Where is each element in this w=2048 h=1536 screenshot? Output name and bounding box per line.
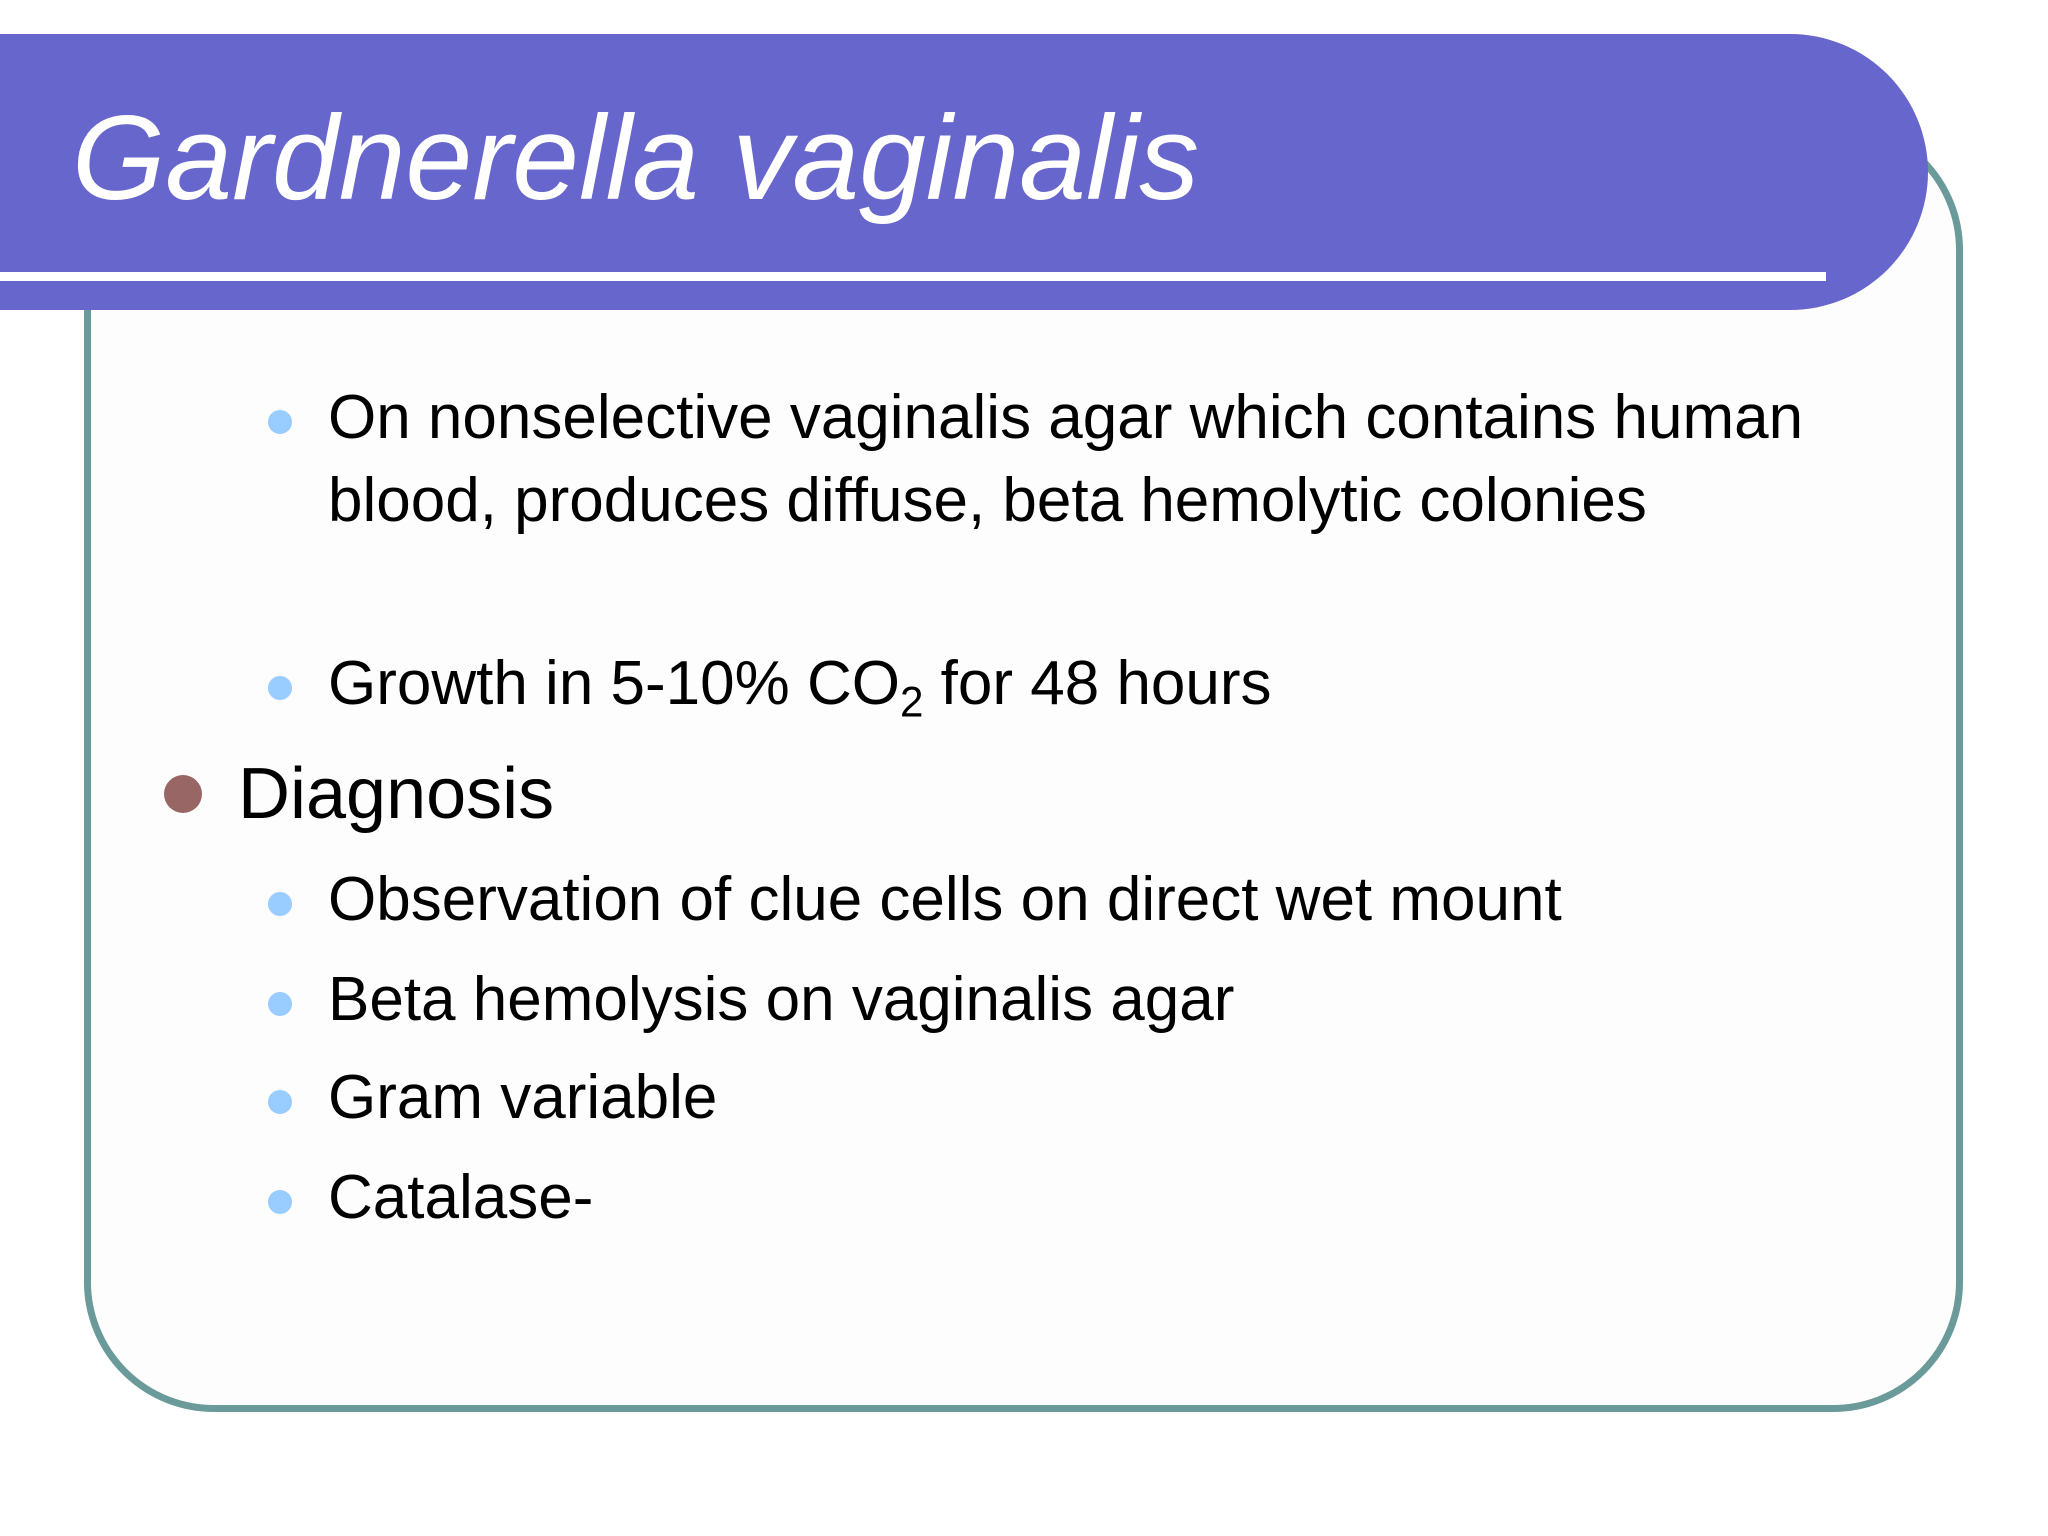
bullet-item-gram: Gram variable <box>328 1063 718 1132</box>
bullet-dot-icon <box>268 992 292 1016</box>
bullet-dot-icon <box>268 676 292 700</box>
bullet-dot-icon <box>268 892 292 916</box>
growth-text-before: Growth in 5-10% CO <box>328 649 900 718</box>
bullet-dot-icon <box>164 775 202 813</box>
bullet-item-agar: On nonselective vaginalis agar which contains human blood, produces diffuse, beta hemolytic colonies <box>328 383 1804 535</box>
bullet-dot-icon <box>268 1190 292 1214</box>
bullet-item-growth <box>328 642 1808 725</box>
bullet-item-beta-hemolysis: Beta hemolysis on vaginalis agar <box>328 965 1235 1034</box>
slide-title: Gardnerella vaginalis <box>72 91 1200 225</box>
growth-text-after: for 48 hours <box>923 649 1272 718</box>
bullet-dot-icon <box>268 410 292 434</box>
growth-subscript: 2 <box>900 678 924 726</box>
bullet-item-clue-cells: Observation of clue cells on direct wet mount <box>328 865 1562 934</box>
bullet-dot-icon <box>268 1090 292 1114</box>
bullet-item-catalase: Catalase- <box>328 1163 594 1232</box>
title-underline <box>0 272 1826 281</box>
bullet-item-diagnosis: Diagnosis <box>238 754 555 834</box>
